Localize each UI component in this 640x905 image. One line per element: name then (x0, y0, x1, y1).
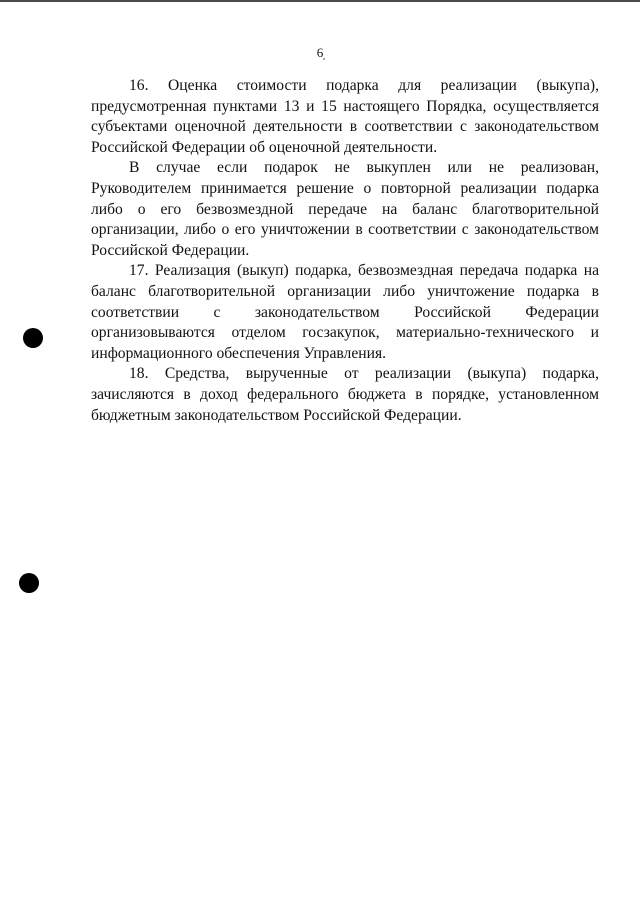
punch-hole-bottom (19, 573, 39, 593)
paragraph-18: 18. Средства, вырученные от реализации (выкупа) подарка, зачисляются в доход федерального бюджета в порядке, установленном бюджетным законодательством Российской Федерации. (91, 365, 599, 424)
page-number: 6 (316, 45, 324, 60)
paragraph-17: 17. Реализация (выкуп) подарка, безвозмездная передача подарка на баланс благотворительной организации либо уничтожение подарка в соответствии с законодательством Российской Федерации организовываются отделом госзакупок, материально-технического и информационного обеспечения Управления. (91, 262, 599, 362)
paragraph-16-continuation: В случае если подарок не выкуплен или не реализован, Руководителем принимается решение о повторной реализации подарка либо о его безвозмездной передаче на баланс благотворительной организации, либо о его уничтожении в соответствии с законодательством Российской Федерации. (91, 159, 599, 259)
punch-hole-top (23, 328, 43, 348)
scan-top-edge (0, 0, 640, 2)
document-body (91, 76, 599, 426)
scan-speck (323, 58, 325, 60)
paragraph-16: 16. Оценка стоимости подарка для реализации (выкупа), предусмотренная пунктами 13 и 15 настоящего Порядка, осуществляется субъектами оценочной деятельности в соответствии с законодательством Российской Федерации об оценочной деятельности. (91, 77, 599, 156)
